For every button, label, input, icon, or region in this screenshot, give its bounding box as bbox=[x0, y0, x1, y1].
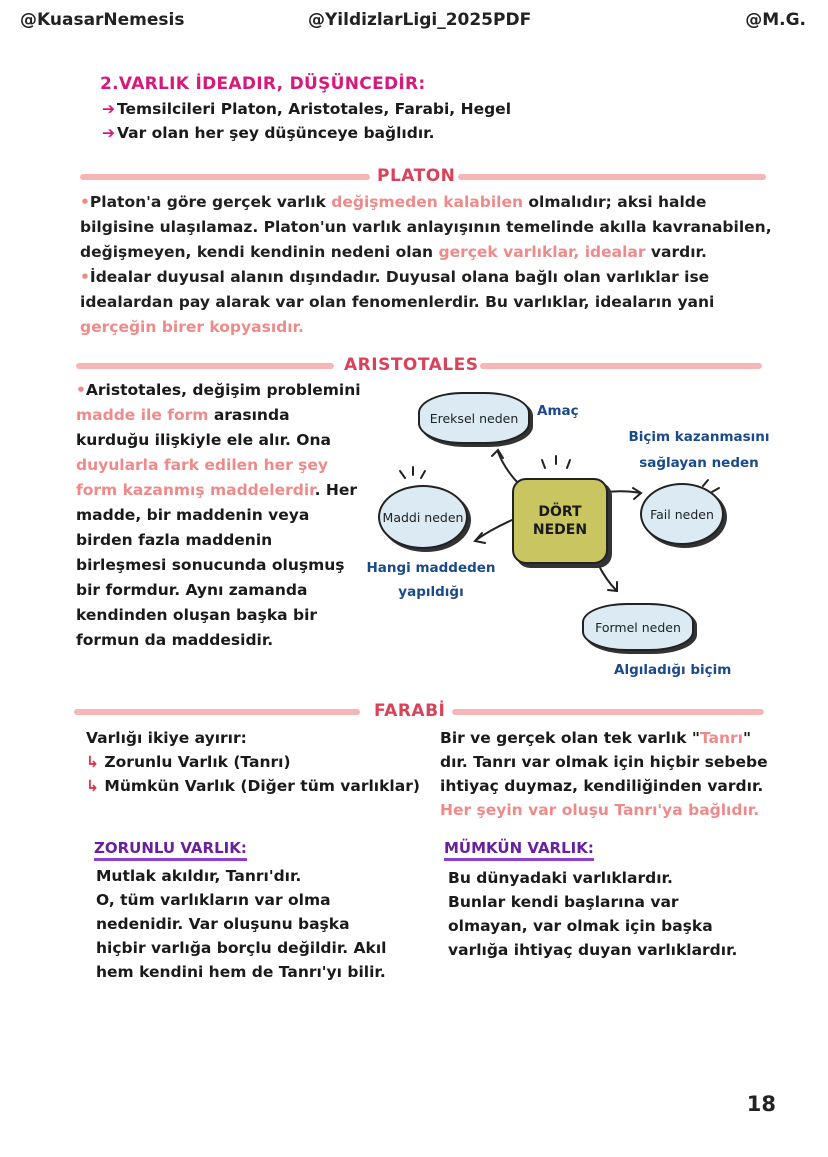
fail-node: Fail neden bbox=[640, 483, 724, 545]
mumkun-heading-wrap bbox=[444, 838, 594, 861]
divider-right bbox=[452, 709, 764, 715]
platon-heading: PLATON bbox=[373, 166, 459, 186]
maddi-node: Maddi neden bbox=[378, 485, 468, 549]
zorunlu-heading: ZORUNLU VARLIK: bbox=[94, 839, 247, 861]
aristotales-paragraph: •Aristotales, değişim problemini madde ile form arasında kurduğu ilişkiyle ele alır. Ona duyularla fark edilen her şey form kazanmış maddelerdir. Her madde, bir maddenin veya birden fazla maddenin birleşmesi sonucunda oluşmuş bir formdur. Aynı zamanda kendinden oluşan başka bir formun da maddesidir. bbox=[76, 381, 361, 649]
platon-line-3: değişmeyen, kendi kendinin nedeni olan gerçek varlıklar, idealar vardır. bbox=[80, 243, 707, 261]
mumkun-heading: MÜMKÜN VARLIK: bbox=[444, 839, 594, 861]
dort-neden-center: DÖRT NEDEN bbox=[512, 478, 608, 564]
farabi-left-column: Varlığı ikiye ayırır: ↳ Zorunlu Varlık (Tanrı) ↳ Mümkün Varlık (Diğer tüm varlıklar) bbox=[86, 729, 420, 795]
platon-line-4: •İdealar duyusal alanın dışındadır. Duyusal olana bağlı olan varlıklar ise bbox=[80, 268, 710, 286]
arrow-icon: ➔ bbox=[102, 100, 115, 118]
hook-arrow-icon: ↳ bbox=[86, 777, 99, 795]
platon-line-6: gerçeğin birer kopyasıdır. bbox=[80, 318, 304, 336]
section-line-1: ➔ Temsilcileri Platon, Aristotales, Farabi, Hegel bbox=[102, 100, 512, 118]
platon-line-1: •Platon'a göre gerçek varlık değişmeden kalabilen olmalıdır; aksi halde bbox=[80, 193, 707, 211]
header-center-handle: @YildizlarLigi_2025PDF bbox=[308, 10, 532, 30]
fail-note: Biçim kazanmasını sağlayan neden bbox=[628, 429, 770, 471]
aristotales-heading: ARISTOTALES bbox=[340, 355, 483, 375]
bullet-icon: • bbox=[80, 193, 90, 211]
bullet-icon: • bbox=[76, 381, 86, 399]
section-title: 2.VARLIK İDEADIR, DÜŞÜNCEDİR: bbox=[100, 74, 426, 94]
section-line-2: ➔ Var olan her şey düşünceye bağlıdır. bbox=[102, 124, 435, 142]
ereksel-note: Amaç bbox=[537, 403, 579, 419]
formel-note: Algıladığı biçim bbox=[614, 662, 732, 678]
divider-left bbox=[74, 709, 360, 715]
header-right-handle: @M.G. bbox=[745, 10, 806, 30]
maddi-note: Hangi maddeden yapıldığı bbox=[366, 560, 496, 600]
farabi-right-column: Bir ve gerçek olan tek varlık "Tanrı" dır. Tanrı var olmak için hiçbir sebebe ihtiyaç duymaz, kendiliğinden vardır. Her şeyin var oluşu Tanrı'ya bağlıdır. bbox=[440, 729, 768, 819]
arrow-icon: ➔ bbox=[102, 124, 115, 142]
arrow-to-maddi bbox=[476, 520, 512, 540]
mumkun-text: Bu dünyadaki varlıklardır. Bunlar kendi başlarına var olmayan, var olmak için başka varlığa ihtiyaç duyan varlıklardır. bbox=[448, 869, 738, 959]
arrow-to-formel bbox=[598, 564, 616, 590]
zorunlu-text: Mutlak akıldır, Tanrı'dır. O, tüm varlıkların var olma nedenidir. Var oluşunu başka hiçbir varlığa borçlu değildir. Akıl hem kendini hem de Tanrı'yı bilir. bbox=[96, 867, 387, 981]
formel-node: Formel neden bbox=[582, 603, 694, 651]
bullet-icon: • bbox=[80, 268, 90, 286]
hook-arrow-icon: ↳ bbox=[86, 753, 99, 771]
platon-line-5: idealardan pay alarak var olan fenomenlerdir. Bu varlıklar, ideaların yani bbox=[80, 293, 715, 311]
arrow-to-fail bbox=[606, 491, 640, 493]
page-number: 18 bbox=[746, 1092, 776, 1116]
zorunlu-heading-wrap bbox=[94, 838, 247, 861]
ereksel-node: Ereksel neden bbox=[418, 392, 530, 444]
farabi-heading: FARABİ bbox=[370, 701, 449, 721]
platon-line-2: bilgisine ulaşılamaz. Platon'un varlık anlayışının temelinde akılla kavranabilen, bbox=[80, 218, 772, 236]
header-left-handle: @KuasarNemesis bbox=[20, 10, 185, 30]
